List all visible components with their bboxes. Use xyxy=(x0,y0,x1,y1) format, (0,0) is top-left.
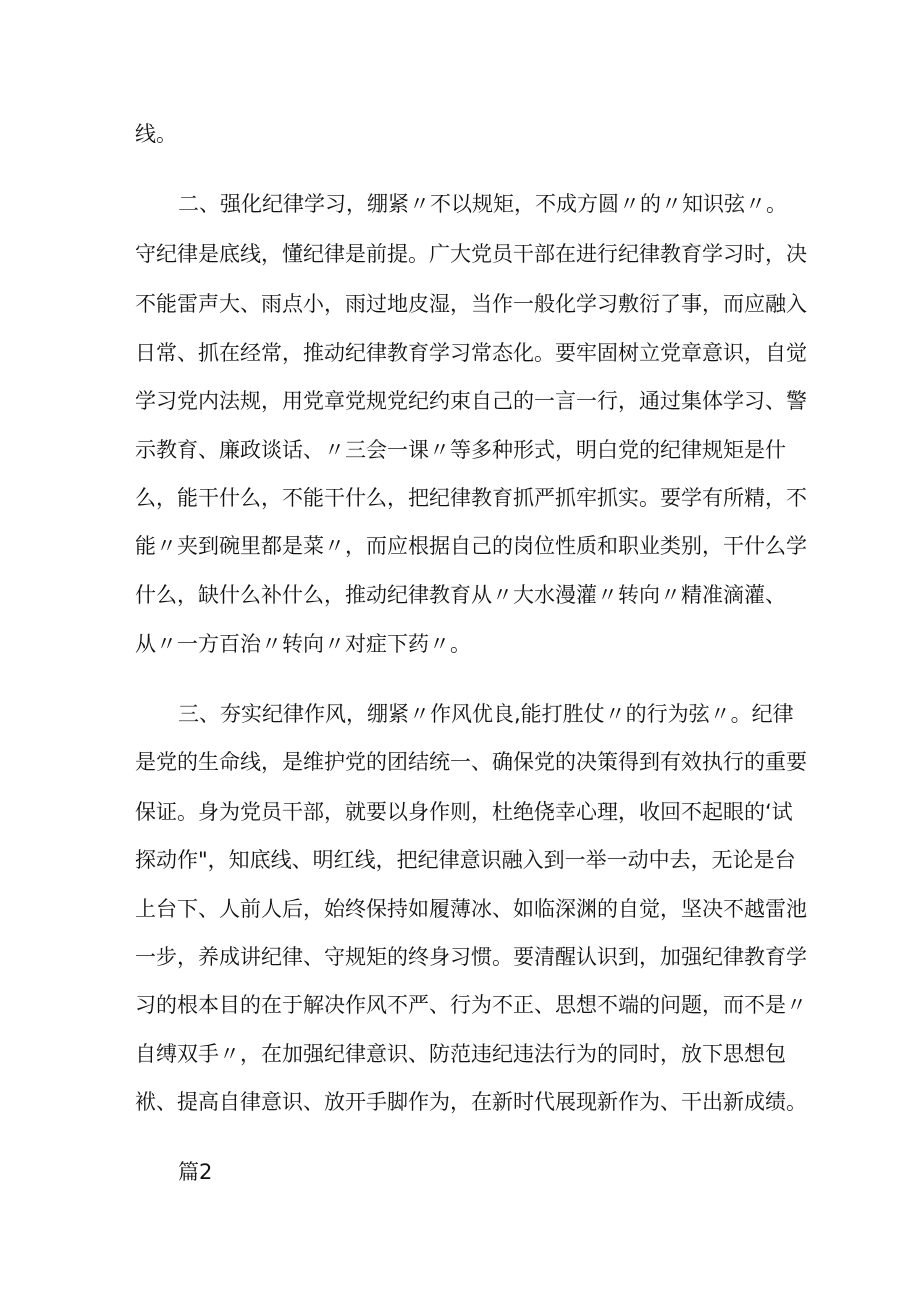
text-line: 保证。身为党员干部，就要以身作则，杜绝侥幸心理，收回不起眼的‘试 xyxy=(135,800,793,824)
text-line: 日常、抓在经常，推动纪律教育学习常态化。要牢固树立党章意识，自觉 xyxy=(135,341,807,365)
text-line: 什么，缺什么补什么，推动纪律教育从〃大水漫灌〃转向〃精准滴灌、 xyxy=(135,583,786,607)
text-line: 是党的生命线，是维护党的团结统一、确保党的决策得到有效执行的重要 xyxy=(135,750,807,774)
text-line: 学习党内法规，用党章党规党纪约束自己的一言一行，通过集体学习、警 xyxy=(135,389,807,413)
section-heading-line: 三、夯实纪律作风，绷紧〃作风优良,能打胜仗〃的行为弦〃。纪律 xyxy=(178,702,794,726)
section-label: 篇2 xyxy=(178,1160,213,1184)
text-line: 守纪律是底线，懂纪律是前提。广大党员干部在进行纪律教育学习时，决 xyxy=(135,242,807,266)
text-line: 不能雷声大、雨点小，雨过地皮湿，当作一般化学习敷衍了事，而应融入 xyxy=(135,292,807,316)
text-line: 线。 xyxy=(135,122,177,146)
text-line: 从〃一方百治〃转向〃对症下药〃。 xyxy=(135,632,471,656)
text-line: 么，能干什么，不能干什么，把纪律教育抓严抓牢抓实。要学有所精，不 xyxy=(135,486,807,510)
text-line: 习的根本目的在于解决作风不严、行为不正、思想不端的问题，而不是〃 xyxy=(135,993,807,1017)
text-line: 袱、提高自律意识、放开手脚作为，在新时代展现新作为、干出新成绩。 xyxy=(135,1090,807,1114)
text-line: 探动作"，知底线、明红线，把纪律意识融入到一举一动中去，无论是台 xyxy=(135,848,796,872)
text-line: 示教育、廉政谈话、〃三会一课〃等多种形式，明白党的纪律规矩是什 xyxy=(135,438,786,462)
text-line: 能〃夹到碗里都是菜〃，而应根据自己的岗位性质和职业类别，干什么学 xyxy=(135,534,807,558)
text-line: 一步，养成讲纪律、守规矩的终身习惯。要清醒认识到，加强纪律教育学 xyxy=(135,945,807,969)
section-heading-line: 二、强化纪律学习，绷紧〃不以规矩，不成方圆〃的〃知识弦〃。 xyxy=(178,192,787,216)
text-line: 自缚双手〃，在加强纪律意识、防范违纪违法行为的同时，放下思想包 xyxy=(135,1042,786,1066)
text-line: 上台下、人前人后，始终保持如履薄冰、如临深渊的自觉，坚决不越雷池 xyxy=(135,897,807,921)
